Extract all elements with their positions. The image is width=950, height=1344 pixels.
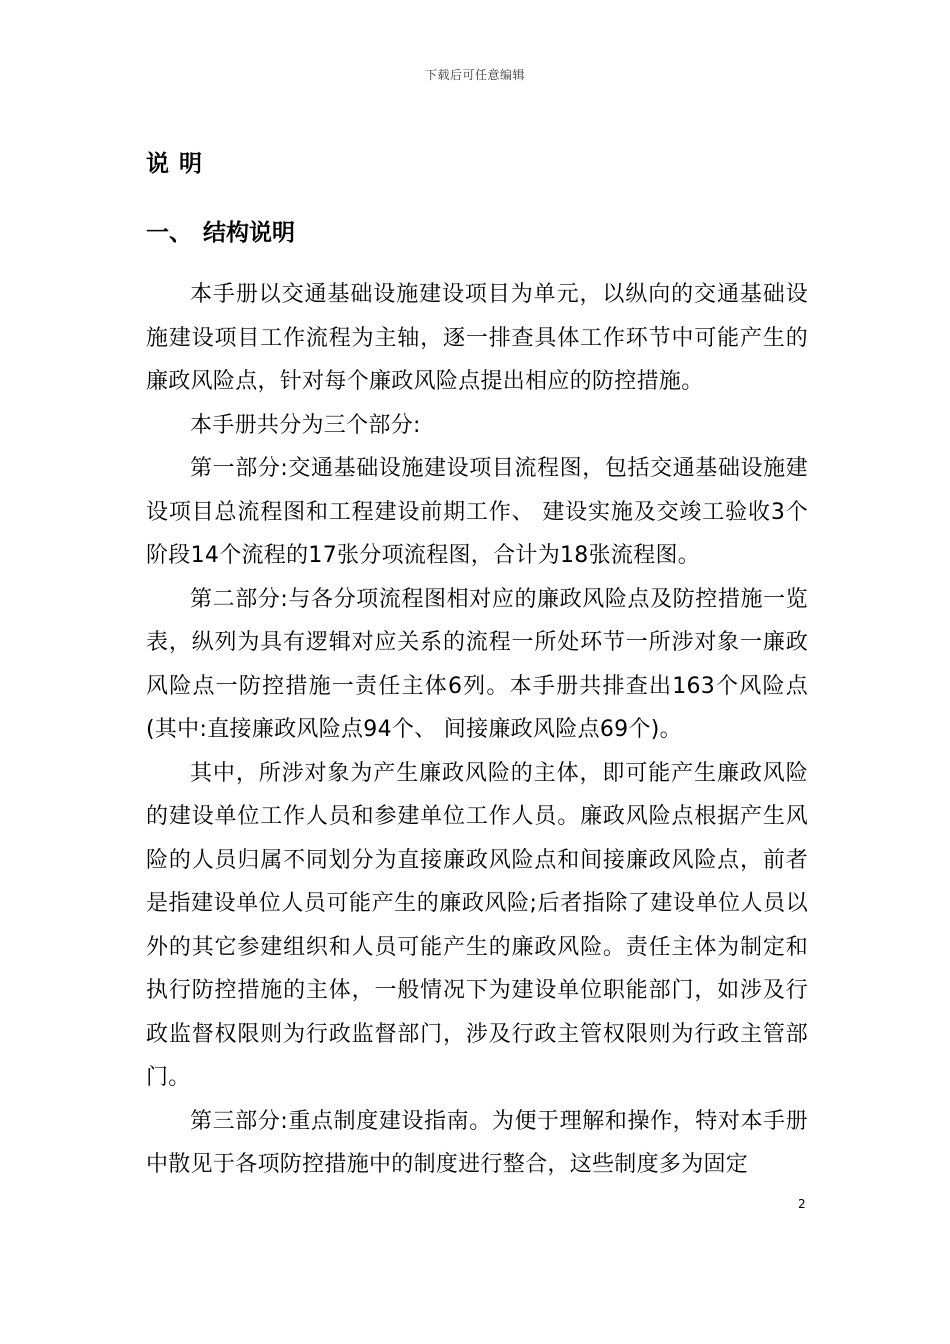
paragraph-intro: 本手册以交通基础设施建设项目为单元，以纵向的交通基础设施建设项目工作流程为主轴，逐一排查具体工作环节中可能产生的廉政风险点，针对每个廉政风险点提出相应的防控措施。	[146, 282, 808, 394]
paragraph-part-three: 第三部分:重点制度建设指南。为便于理解和操作，特对本手册中散见于各项防控措施中的制度进行整合，这些制度多为固定	[146, 1108, 808, 1177]
document-title: 说明	[146, 151, 212, 177]
page-number: 2	[798, 1197, 806, 1211]
paragraph-part-two: 第二部分:与各分项流程图相对应的廉政风险点及防控措施一览表，纵列为具有逻辑对应关系的流程一所处环节一所涉对象一廉政风险点一防控措施一责任主体6列。本手册共排查出163个风险点(其中:直接廉政风险点94个、 间接廉政风险点69个)。	[146, 586, 808, 742]
body-text	[146, 273, 808, 1187]
paragraph-part-one: 第一部分:交通基础设施建设项目流程图，包括交通基础设施建设项目总流程图和工程建设前期工作、 建设实施及交竣工验收3个阶段14个流程的17张分项流程图，合计为18张流程图。	[146, 456, 808, 568]
page-header-note: 下载后可任意编辑	[424, 68, 525, 82]
section-number: 一、	[146, 220, 192, 246]
section-heading	[146, 214, 295, 247]
paragraph-definitions: 其中，所涉对象为产生廉政风险的主体，即可能产生廉政风险的建设单位工作人员和参建单位工作人员。廉政风险点根据产生风险的人员归属不同划分为直接廉政风险点和间接廉政风险点，前者是指建设单位人员可能产生的廉政风险;后者指除了建设单位人员以外的其它参建组织和人员可能产生的廉政风险。责任主体为制定和执行防控措施的主体，一般情况下为建设单位职能部门，如涉及行政监督权限则为行政监督部门，涉及行政主管权限则为行政主管部门。	[146, 760, 808, 1090]
paragraph-parts-overview: 本手册共分为三个部分:	[190, 412, 421, 438]
section-title: 结构说明	[203, 220, 295, 246]
